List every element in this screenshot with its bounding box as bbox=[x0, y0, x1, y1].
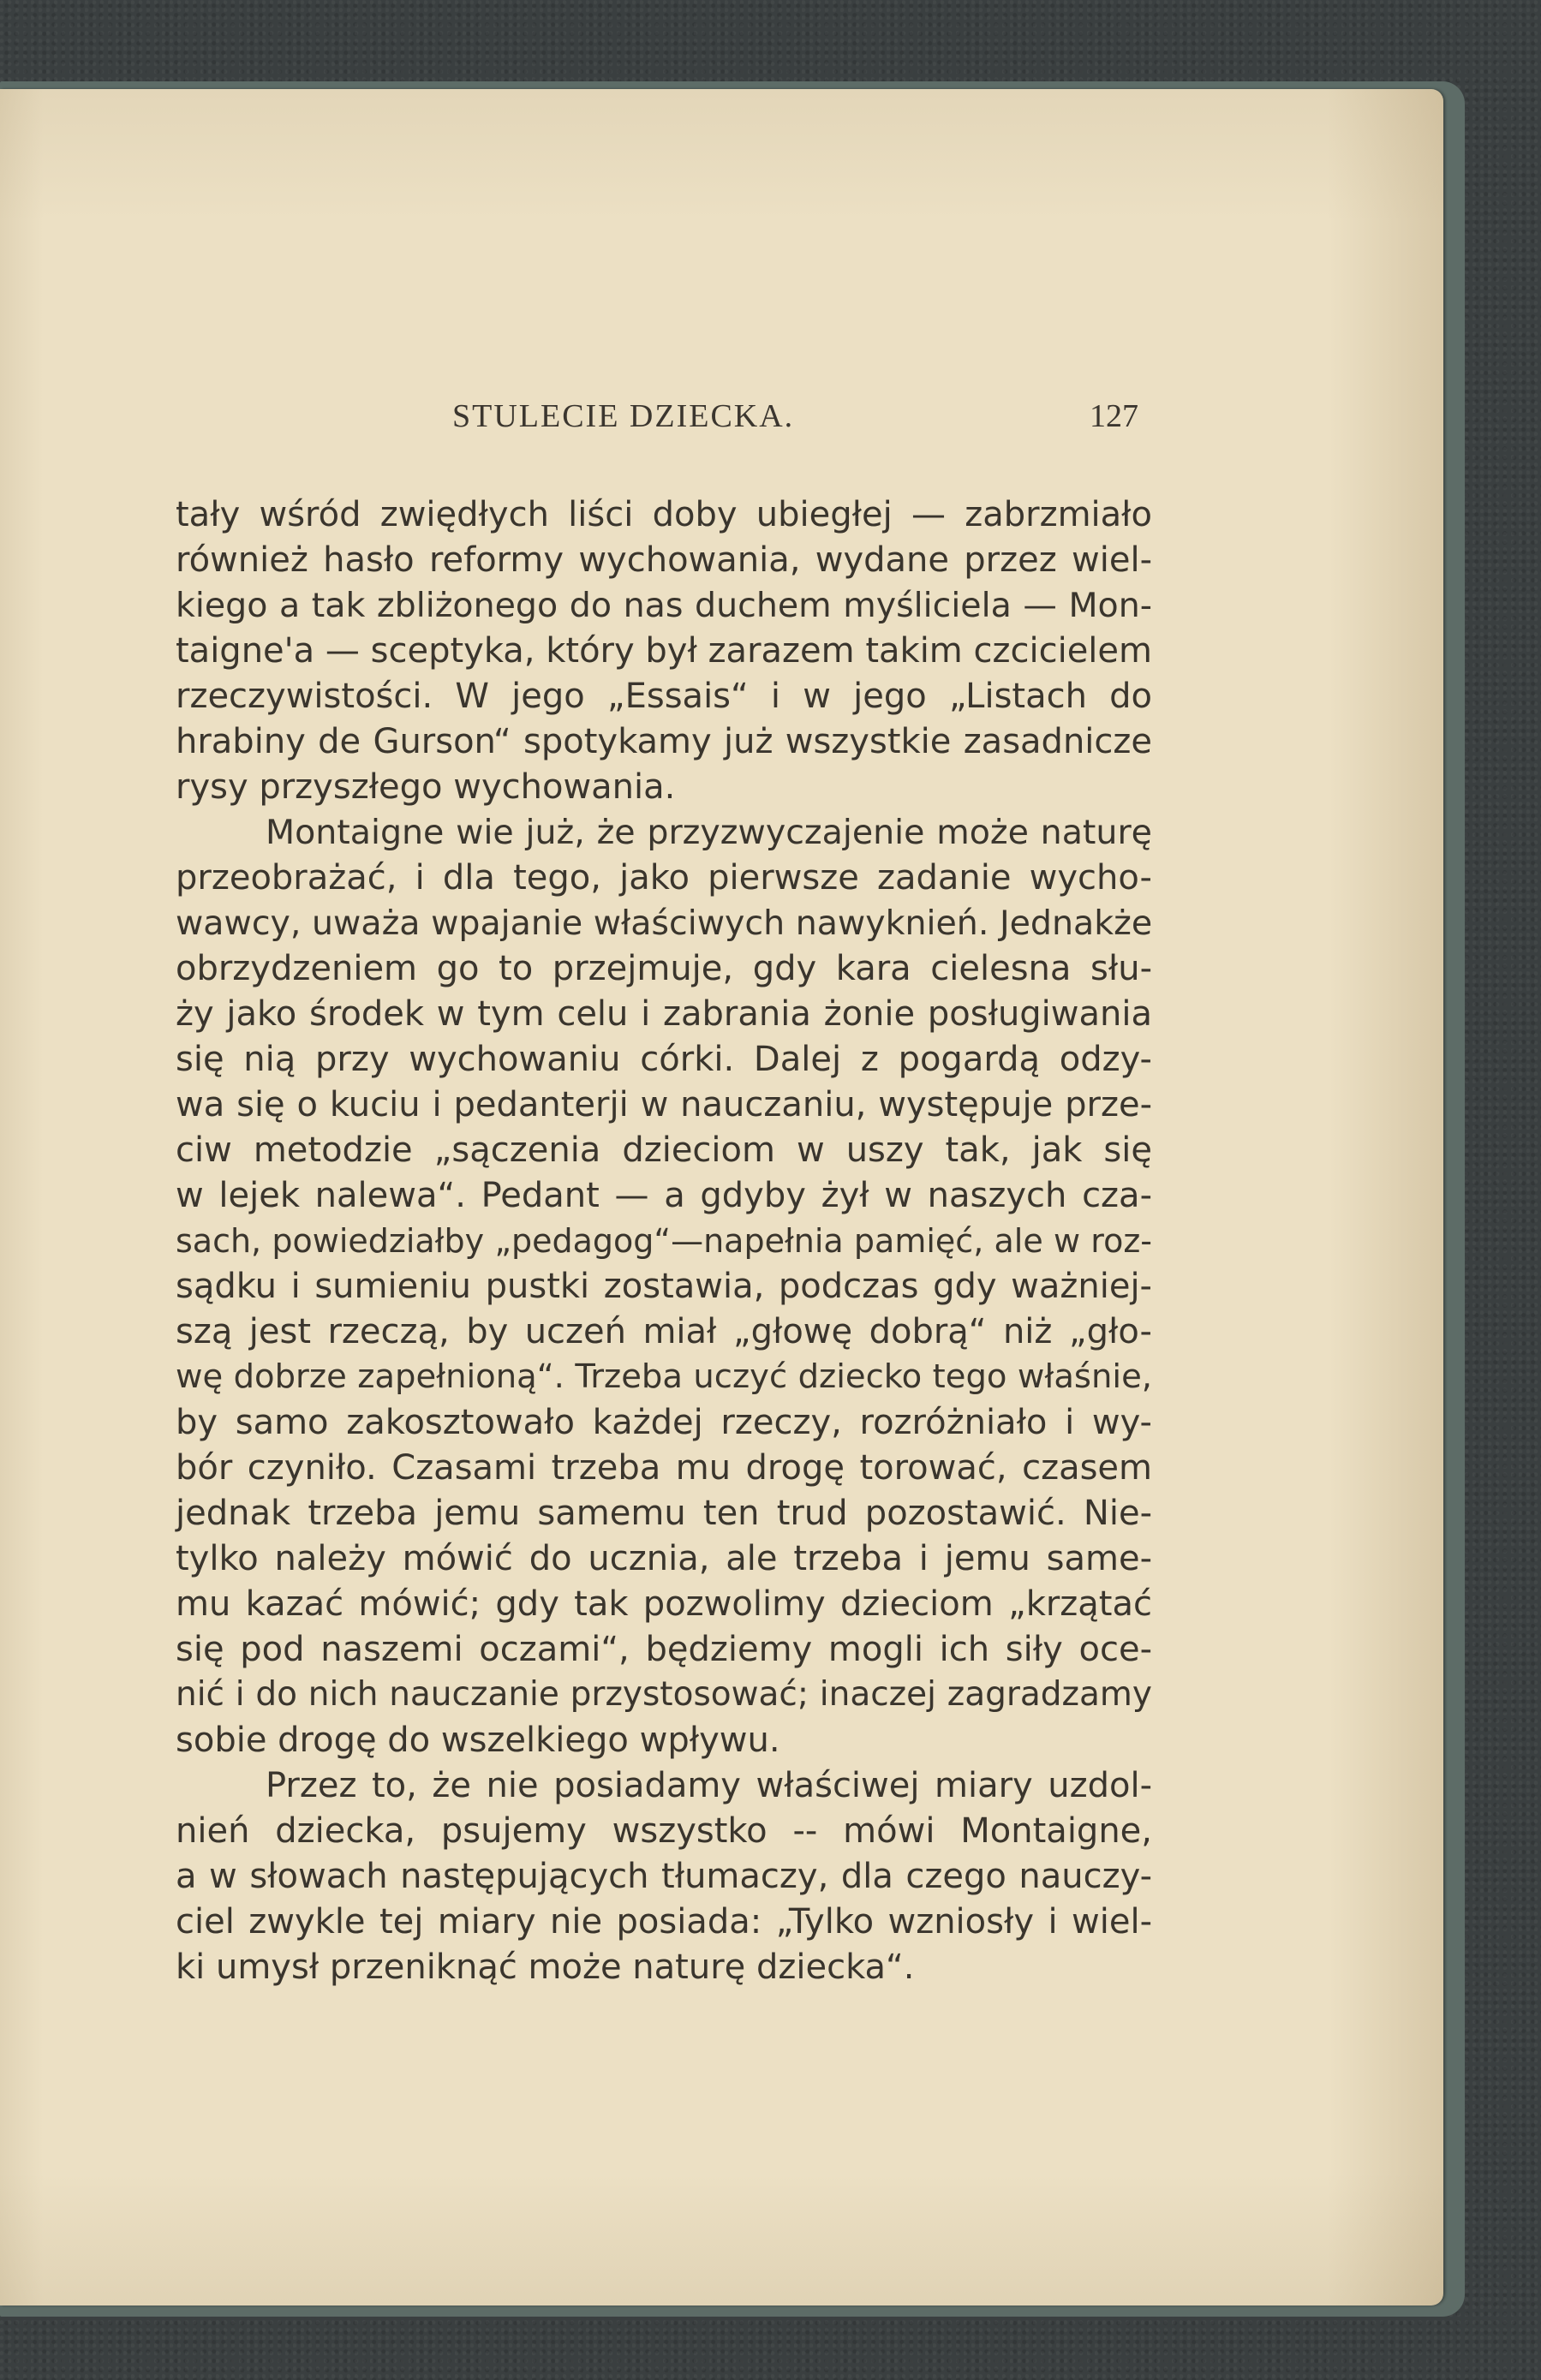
text-line: również hasło reformy wychowania, wydane przez wiel- bbox=[176, 540, 1152, 580]
text-line: by samo zakosztowało każdej rzeczy, rozróżniało i wy- bbox=[176, 1403, 1152, 1442]
text-line: wę dobrze zapełnioną“. Trzeba uczyć dziecko tego właśnie, bbox=[176, 1357, 1152, 1396]
book-page bbox=[0, 89, 1443, 2305]
text-line: wawcy, uważa wpajanie właściwych nawyknień. Jednakże bbox=[176, 904, 1153, 943]
text-line: tały wśród zwiędłych liści doby ubiegłej — zabrzmiało bbox=[176, 495, 1152, 534]
text-line: nić i do nich nauczanie przystosować; inaczej zagradzamy bbox=[176, 1675, 1152, 1714]
text-line: sądku i sumieniu pustki zostawia, podczas gdy ważniej- bbox=[176, 1267, 1152, 1306]
text-line: bór czyniło. Czasami trzeba mu drogę torować, czasem bbox=[176, 1448, 1152, 1488]
text-line: ki umysł przeniknąć może naturę dziecka“. bbox=[176, 1948, 915, 1987]
text-line: ciw metodzie „sączenia dzieciom w uszy tak, jak się bbox=[176, 1130, 1152, 1170]
text-line: się pod naszemi oczami“, będziemy mogli ich siły oce- bbox=[176, 1630, 1152, 1669]
text-line: a w słowach następujących tłumaczy, dla czego nauczy- bbox=[176, 1857, 1152, 1896]
running-title: STULECIE DZIECKA. bbox=[452, 398, 795, 434]
text-line: hrabiny de Gurson“ spotykamy już wszystkie zasadnicze bbox=[176, 722, 1152, 761]
text-line: ży jako środek w tym celu i zabrania żonie posługiwania bbox=[176, 994, 1152, 1034]
text-line: ciel zwykle tej miary nie posiada: „Tylko wzniosły i wiel- bbox=[176, 1902, 1152, 1942]
text-line: sach, powiedziałby „pedagog“—napełnia pamięć, ale w roz- bbox=[176, 1222, 1152, 1260]
text-line: szą jest rzeczą, by uczeń miał „głowę dobrą“ niż „gło- bbox=[176, 1312, 1152, 1351]
text-line: w lejek nalewa“. Pedant — a gdyby żył w naszych cza- bbox=[176, 1176, 1152, 1215]
text-line: obrzydzeniem go to przejmuje, gdy kara cielesna słu- bbox=[176, 949, 1152, 988]
text-line: przeobrażać, i dla tego, jako pierwsze zadanie wycho- bbox=[176, 858, 1152, 898]
text-line: nień dziecka, psujemy wszystko -- mówi Montaigne, bbox=[176, 1811, 1152, 1851]
text-line: wa się o kuciu i pedanterji w nauczaniu, występuje prze- bbox=[176, 1085, 1152, 1124]
text-line: się nią przy wychowaniu córki. Dalej z pogardą odzy- bbox=[176, 1040, 1152, 1079]
text-line: mu kazać mówić; gdy tak pozwolimy dzieciom „krzątać bbox=[176, 1584, 1152, 1624]
text-line: rysy przyszłego wychowania. bbox=[176, 767, 676, 807]
text-line: kiego a tak zbliżonego do nas duchem myśliciela — Mon- bbox=[176, 586, 1152, 625]
page-number: 127 bbox=[1090, 398, 1138, 434]
text-line: tylko należy mówić do ucznia, ale trzeba i jemu same- bbox=[176, 1539, 1152, 1578]
paragraph-first-line: Przez to, że nie posiadamy właściwej miary uzdol- bbox=[266, 1766, 1152, 1805]
text-line: taigne'a — sceptyka, który był zarazem takim czcicielem bbox=[176, 631, 1152, 671]
text-line: sobie drogę do wszelkiego wpływu. bbox=[176, 1721, 780, 1760]
paragraph-first-line: Montaigne wie już, że przyzwyczajenie może naturę bbox=[266, 813, 1152, 852]
text-line: rzeczywistości. W jego „Essais“ i w jego „Listach do bbox=[176, 677, 1152, 716]
text-line: jednak trzeba jemu samemu ten trud pozostawić. Nie- bbox=[176, 1494, 1152, 1533]
